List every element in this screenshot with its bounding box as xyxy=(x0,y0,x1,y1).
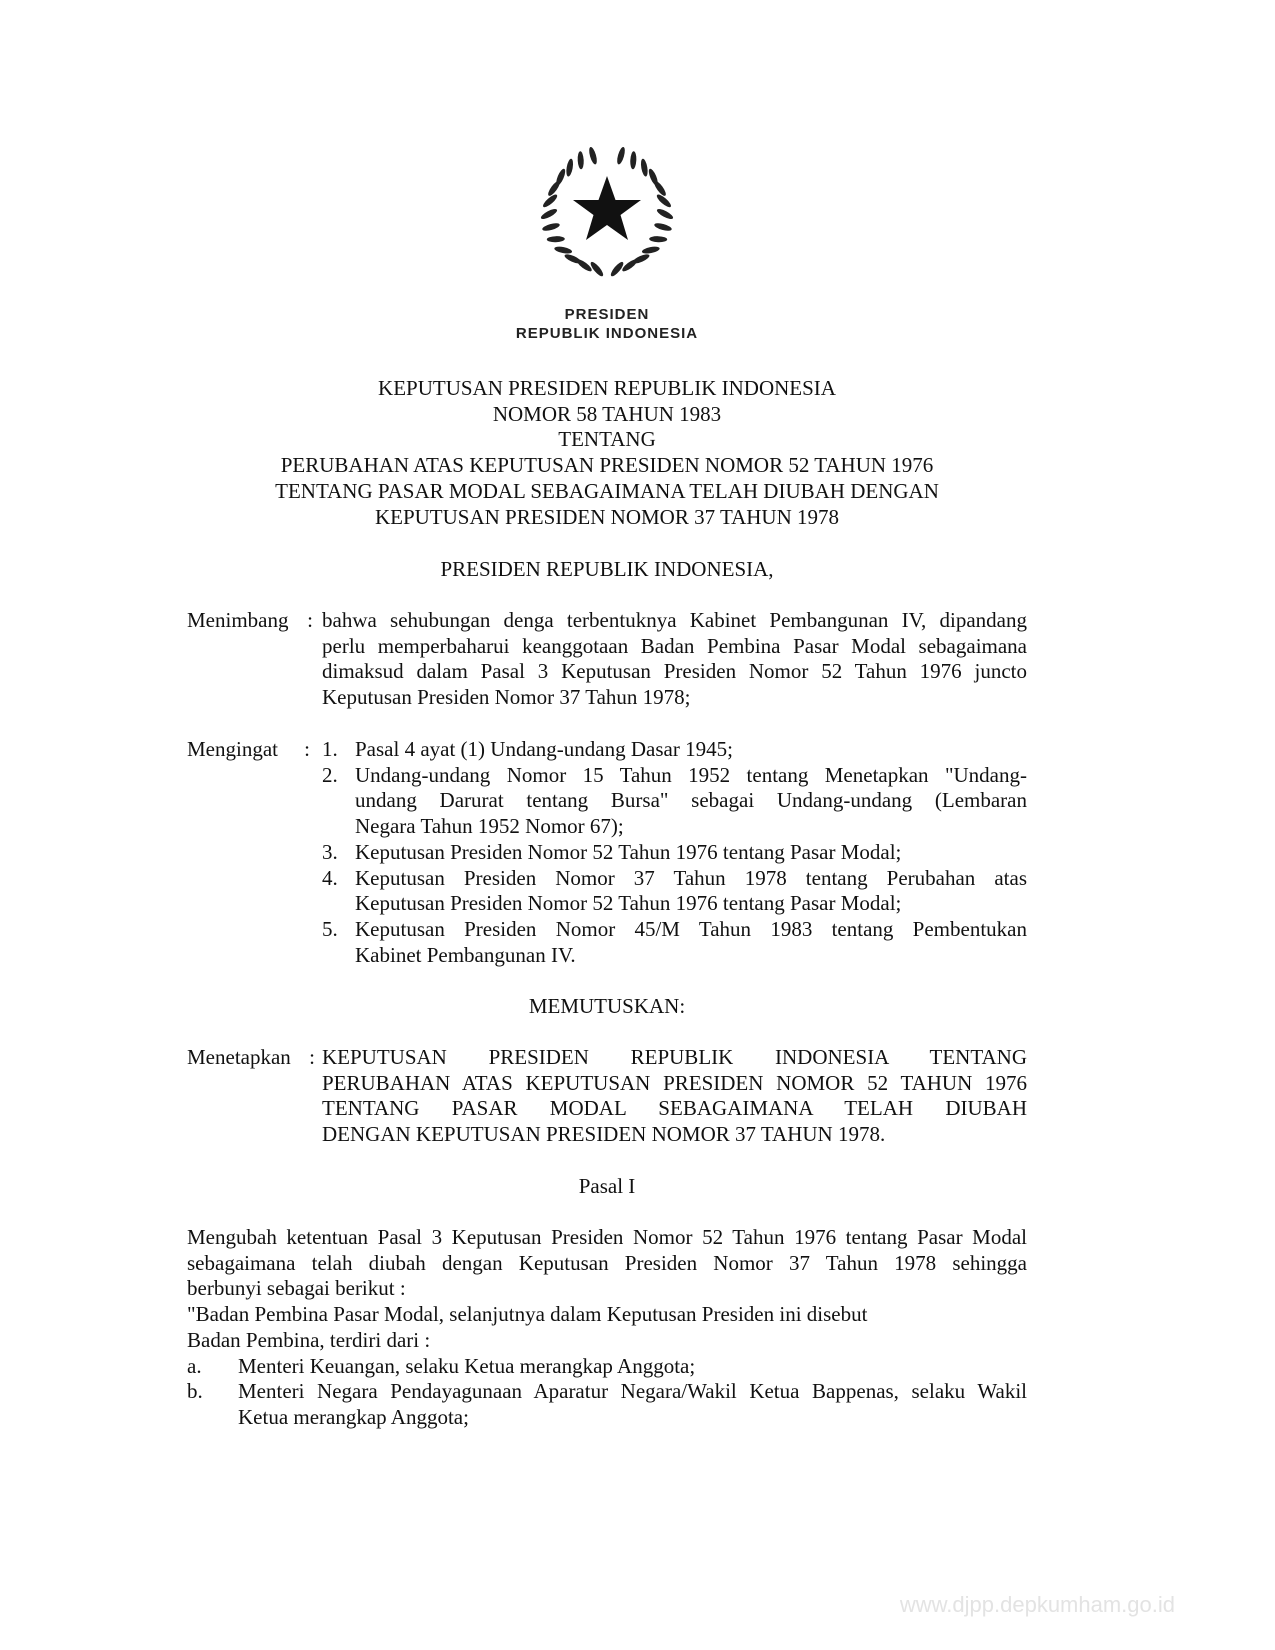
menimbang-line: perlu memperbaharui keanggotaan Badan Pembina Pasar Modal sebagaimana xyxy=(322,633,1027,658)
member-list xyxy=(187,1354,1027,1431)
leaf-icon xyxy=(647,168,660,187)
leaf-icon xyxy=(565,158,574,177)
member-item xyxy=(187,1379,1027,1430)
member-marker: a. xyxy=(187,1353,202,1378)
mengingat-line: Keputusan Presiden Nomor 37 Tahun 1978 tentang Perubahan atas xyxy=(355,865,1027,890)
member-item xyxy=(187,1354,1027,1380)
mengingat-line: Keputusan Presiden Nomor 52 Tahun 1976 tentang Pasar Modal; xyxy=(355,839,902,864)
colon: : xyxy=(304,737,310,761)
leaf-icon xyxy=(641,245,660,254)
memutuskan-heading: MEMUTUSKAN: xyxy=(528,994,686,1018)
member-line: Menteri Keuangan, selaku Ketua merangkap Anggota; xyxy=(238,1353,696,1378)
member-line: Ketua merangkap Anggota; xyxy=(238,1404,469,1429)
title-line: KEPUTUSAN PRESIDEN NOMOR 37 TAHUN 1978 xyxy=(374,504,840,529)
leaf-icon xyxy=(542,222,561,232)
mengingat-item xyxy=(322,866,1027,917)
body-line: berbunyi sebagai berikut : xyxy=(187,1276,406,1301)
menetapkan-label: Menetapkan xyxy=(187,1045,291,1069)
emblem-line-1: PRESIDEN xyxy=(564,306,650,323)
leaf-icon xyxy=(554,168,567,187)
menimbang-line: dimaksud dalam Pasal 3 Keputusan Presiden Nomor 52 Tahun 1976 juncto xyxy=(322,659,1027,684)
mengingat-line: Negara Tahun 1952 Nomor 67); xyxy=(355,814,624,839)
leaf-icon xyxy=(649,236,667,243)
menimbang-line: bahwa sehubungan denga terbentuknya Kabinet Pembangunan IV, dipandang xyxy=(322,608,1027,632)
mengingat-marker: 2. xyxy=(322,762,338,787)
body-line: sebagaimana telah diubah dengan Keputusan Presiden Nomor 37 Tahun 1978 sehingga xyxy=(187,1250,1027,1275)
leaf-icon xyxy=(654,222,673,232)
leaf-icon xyxy=(577,151,584,169)
menetapkan-line: TENTANG PASAR MODAL SEBAGAIMANA TELAH DIUBAH xyxy=(322,1096,1027,1121)
colon: : xyxy=(307,608,313,632)
menimbang-label: Menimbang xyxy=(187,608,289,632)
menetapkan-line: PERUBAHAN ATAS KEPUTUSAN PRESIDEN NOMOR 52 TAHUN 1976 xyxy=(322,1070,1027,1095)
mengingat-section xyxy=(187,737,1027,968)
leaf-icon xyxy=(540,207,559,221)
mengingat-item xyxy=(322,737,1027,763)
mengingat-line: Undang-undang Nomor 15 Tahun 1952 tentang Menetapkan "Undang- xyxy=(355,762,1027,787)
emblem-title xyxy=(487,305,727,343)
mengingat-line: Keputusan Presiden Nomor 45/M Tahun 1983 tentang Pembentukan xyxy=(355,916,1027,941)
colon: : xyxy=(309,1045,315,1069)
mengingat-line: undang Darurat tentang Bursa" sebagai Undang-undang (Lembaran xyxy=(355,788,1027,813)
menetapkan-section xyxy=(187,1045,1027,1148)
mengingat-list xyxy=(322,737,1027,968)
leaf-icon xyxy=(547,236,565,243)
body-line: Mengubah ketentuan Pasal 3 Keputusan Presiden Nomor 52 Tahun 1976 tentang Pasar Modal xyxy=(187,1225,1027,1249)
mengingat-item xyxy=(322,763,1027,840)
menetapkan-line: KEPUTUSAN PRESIDEN REPUBLIK INDONESIA TENTANG xyxy=(322,1045,1027,1069)
menimbang-section xyxy=(187,608,1027,711)
leaf-icon xyxy=(632,252,651,265)
menetapkan-line: DENGAN KEPUTUSAN PRESIDEN NOMOR 37 TAHUN 1978. xyxy=(322,1122,886,1147)
mengingat-line: Kabinet Pembangunan IV. xyxy=(355,942,576,967)
leaf-icon xyxy=(656,207,675,221)
menimbang-line: Keputusan Presiden Nomor 37 Tahun 1978; xyxy=(322,685,691,710)
star-icon xyxy=(573,176,641,240)
watermark: www.djpp.depkumham.go.id xyxy=(899,1592,1175,1617)
document-title xyxy=(187,376,1027,530)
mengingat-marker: 3. xyxy=(322,839,338,864)
leaf-icon xyxy=(563,252,582,265)
member-line: Menteri Negara Pendayagunaan Aparatur Negara/Wakil Ketua Bappenas, selaku Wakil xyxy=(238,1379,1027,1404)
leaf-icon xyxy=(554,245,573,254)
mengingat-line: Keputusan Presiden Nomor 52 Tahun 1976 tentang Pasar Modal; xyxy=(355,891,902,916)
leaf-icon xyxy=(640,158,649,177)
title-line: KEPUTUSAN PRESIDEN REPUBLIK INDONESIA xyxy=(378,376,836,400)
pasal-body xyxy=(187,1225,1027,1431)
body-line: "Badan Pembina Pasar Modal, selanjutnya dalam Keputusan Presiden ini disebut xyxy=(187,1302,868,1327)
mengingat-label: Mengingat xyxy=(187,737,278,761)
mengingat-marker: 1. xyxy=(322,737,338,761)
mengingat-item xyxy=(322,917,1027,968)
mengingat-item xyxy=(322,840,1027,866)
member-marker: b. xyxy=(187,1379,203,1404)
title-line: TENTANG xyxy=(558,427,656,452)
pasal-heading: Pasal I xyxy=(578,1174,636,1198)
mengingat-line: Pasal 4 ayat (1) Undang-undang Dasar 1945; xyxy=(355,737,733,761)
mengingat-marker: 4. xyxy=(322,865,338,890)
title-line: PERUBAHAN ATAS KEPUTUSAN PRESIDEN NOMOR 52 TAHUN 1976 xyxy=(280,453,934,478)
title-line: TENTANG PASAR MODAL SEBAGAIMANA TELAH DIUBAH DENGAN xyxy=(275,478,939,503)
presidential-emblem xyxy=(537,140,677,285)
emblem-line-2: REPUBLIK INDONESIA xyxy=(515,325,699,342)
leaf-icon xyxy=(630,151,637,169)
body-line: Badan Pembina, terdiri dari : xyxy=(187,1327,431,1352)
title-line: NOMOR 58 TAHUN 1983 xyxy=(492,401,722,426)
mengingat-marker: 5. xyxy=(322,916,338,941)
opening: PRESIDEN REPUBLIK INDONESIA, xyxy=(440,557,774,581)
leaf-icon xyxy=(588,146,599,165)
leaf-icon xyxy=(616,146,627,165)
